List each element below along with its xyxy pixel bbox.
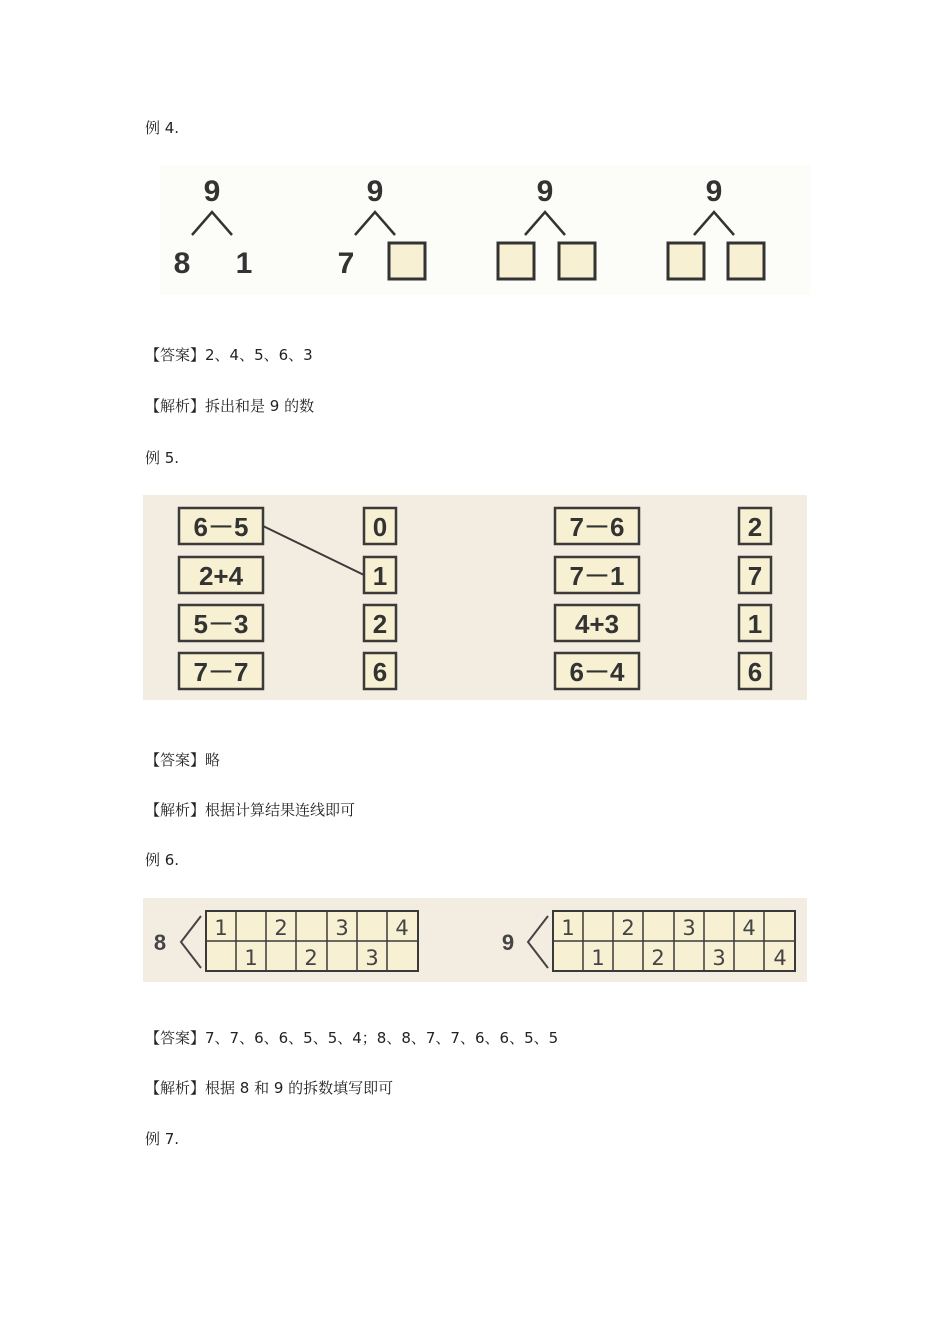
- tree-3-right-box: [559, 243, 595, 279]
- left-expr-3: 5－3: [193, 609, 249, 639]
- right-result-4: 6: [747, 657, 763, 687]
- table-8-total: 8: [153, 930, 167, 955]
- t8-top-5: 3: [335, 916, 349, 940]
- t8-top-3: 2: [274, 916, 288, 940]
- example-6-answer: 【答案】7、7、6、6、5、5、4；8、8、7、7、6、6、5、5: [145, 1029, 559, 1047]
- t9-bottom-6: 3: [712, 946, 726, 970]
- t9-bottom-2: 1: [591, 946, 605, 970]
- right-result-2: 7: [747, 561, 763, 591]
- example-6-analysis: 【解析】根据 8 和 9 的拆数填写即可: [145, 1079, 394, 1097]
- example-5-label: 例 5.: [145, 449, 180, 467]
- example-4-label: 例 4.: [145, 119, 180, 137]
- left-expr-2: 2+4: [198, 561, 244, 591]
- table-9-total: 9: [501, 930, 515, 955]
- left-expr-4: 7－7: [193, 657, 249, 687]
- left-result-4: 6: [372, 657, 388, 687]
- t8-top-1: 1: [214, 916, 228, 940]
- example-5-answer: 【答案】略: [145, 751, 221, 769]
- tree-4-left-box: [668, 243, 704, 279]
- right-expr-3: 4+3: [574, 609, 620, 639]
- t8-top-7: 4: [395, 916, 409, 940]
- left-result-2: 1: [372, 561, 388, 591]
- left-expr-1: 6－5: [193, 512, 249, 542]
- tree-2-top: 9: [366, 175, 384, 208]
- example-7-label: 例 7.: [145, 1130, 180, 1148]
- example-4-answer: 【答案】2、4、5、6、3: [145, 346, 313, 364]
- right-result-3: 1: [747, 609, 763, 639]
- right-result-1: 2: [747, 512, 763, 542]
- tree-2-left: 7: [337, 247, 355, 280]
- t9-bottom-4: 2: [651, 946, 665, 970]
- left-result-1: 0: [372, 512, 388, 542]
- example-4-figure: [160, 165, 810, 295]
- t9-top-5: 3: [682, 916, 696, 940]
- t8-bottom-6: 3: [365, 946, 379, 970]
- t8-bottom-2: 1: [244, 946, 258, 970]
- example-5-figure: [143, 495, 807, 700]
- right-expr-1: 7－6: [569, 512, 625, 542]
- t9-top-1: 1: [561, 916, 575, 940]
- t8-bottom-4: 2: [304, 946, 318, 970]
- t9-top-7: 4: [742, 916, 756, 940]
- right-expr-4: 6－4: [569, 657, 625, 687]
- tree-2-right-box: [389, 243, 425, 279]
- example-6-label: 例 6.: [145, 851, 180, 869]
- tree-3-top: 9: [536, 175, 554, 208]
- t9-top-3: 2: [621, 916, 635, 940]
- example-4-analysis: 【解析】拆出和是 9 的数: [145, 397, 315, 415]
- tree-1-right: 1: [235, 247, 253, 280]
- tree-1-top: 9: [203, 175, 221, 208]
- tree-4-right-box: [728, 243, 764, 279]
- tree-4-top: 9: [705, 175, 723, 208]
- example-6-figure: [143, 898, 807, 982]
- right-expr-2: 7－1: [569, 561, 625, 591]
- tree-3-left-box: [498, 243, 534, 279]
- tree-1-left: 8: [173, 247, 191, 280]
- left-result-3: 2: [372, 609, 388, 639]
- t9-bottom-8: 4: [773, 946, 787, 970]
- example-5-analysis: 【解析】根据计算结果连线即可: [145, 801, 356, 819]
